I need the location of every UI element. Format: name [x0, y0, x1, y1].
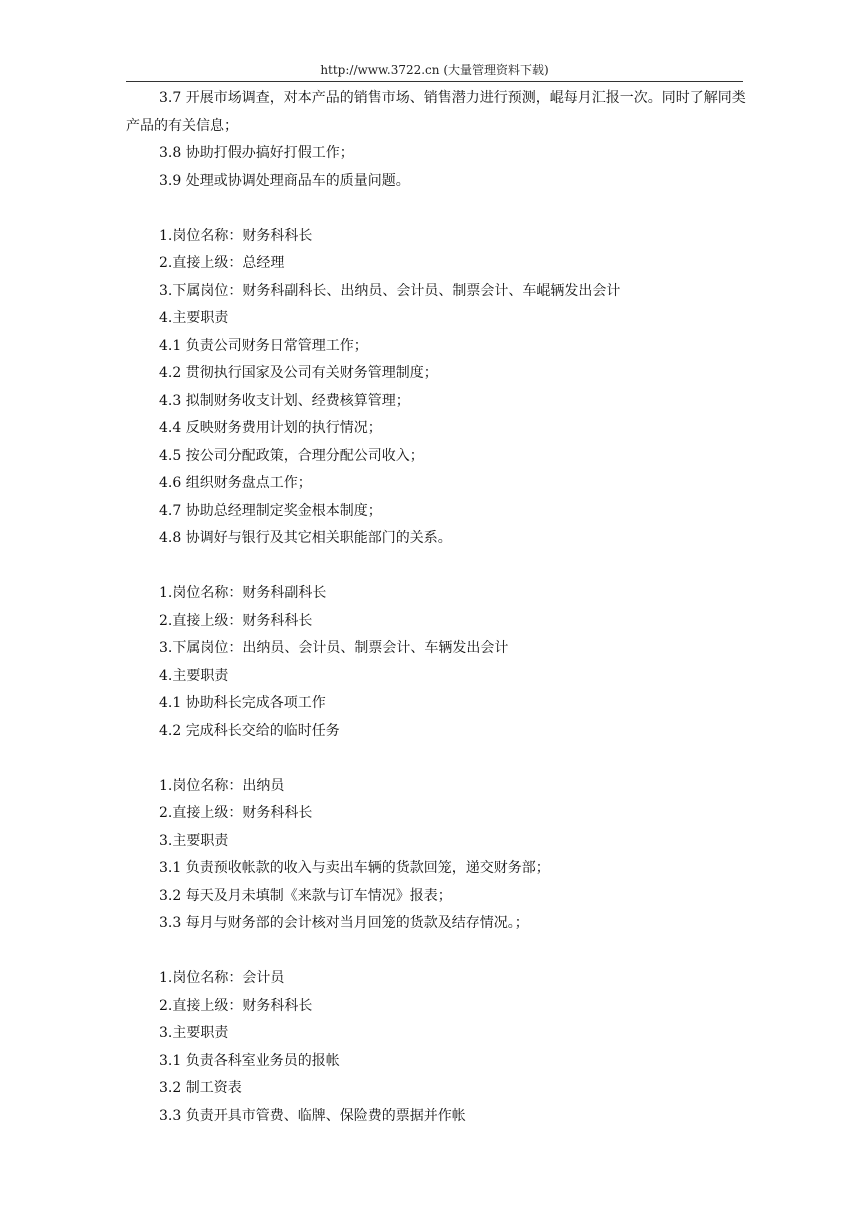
chief-line-6: 4.2 贯彻执行国家及公司有关财务管理制度；: [159, 365, 438, 381]
page-header: http://www.3722.cn (大量管理资料下载): [320, 63, 549, 77]
deputy-line-5: 4.1 协助科长完成各项工作: [159, 695, 326, 711]
cashier-line-4: 3.1 负责预收帐款的收入与卖出车辆的货款回笼，递交财务部；: [159, 860, 550, 876]
chief-line-10: 4.6 组织财务盘点工作；: [159, 475, 312, 491]
section-gap: [126, 938, 746, 966]
deputy-line-3: 3.下属岗位：出纳员、会计员、制票会计、车辆发出会计: [159, 640, 509, 656]
section-accountant: [126, 965, 746, 1130]
deputy-line-2: 2.直接上级：财务科科长: [159, 612, 313, 629]
chief-line-11: 4.7 协助总经理制定奖金根本制度；: [159, 502, 382, 519]
section-cashier: [126, 773, 746, 938]
accountant-line-5: 3.2 制工资表: [159, 1080, 242, 1096]
chief-line-1: 1.岗位名称：财务科科长: [159, 227, 313, 244]
section-gap: [126, 195, 746, 223]
cashier-line-3: 3.主要职责: [159, 832, 229, 849]
section-gap: [126, 553, 746, 581]
chief-line-4: 4.主要职责: [159, 310, 229, 326]
accountant-line-1: 1.岗位名称：会计员: [159, 970, 285, 986]
cashier-line-1: 1.岗位名称：出纳员: [159, 777, 285, 794]
deputy-line-1: 1.岗位名称：财务科副科长: [159, 585, 327, 601]
paragraph-3-9: 3.9 处理或协调处理商品车的质量问题。: [159, 172, 410, 189]
deputy-line-6: 4.2 完成科长交给的临时任务: [159, 722, 340, 739]
chief-line-3: 3.下属岗位：财务科副科长、出纳员、会计员、制票会计、车崐辆发出会计: [159, 282, 621, 299]
cashier-line-5: 3.2 每天及月未填制《来款与订车情况》报表；: [159, 887, 452, 904]
chief-line-5: 4.1 负责公司财务日常管理工作；: [159, 337, 368, 354]
accountant-line-2: 2.直接上级：财务科科长: [159, 997, 313, 1014]
document-body: [126, 85, 746, 1130]
deputy-line-4: 4.主要职责: [159, 667, 229, 684]
paragraph-3-8: 3.8 协助打假办搞好打假工作；: [159, 145, 354, 161]
chief-line-9: 4.5 按公司分配政策，合理分配公司收入；: [159, 447, 424, 464]
section-deputy-chief: [126, 580, 746, 745]
chief-line-8: 4.4 反映财务费用计划的执行情况；: [159, 420, 382, 436]
section-finance-chief: [126, 223, 746, 553]
accountant-line-4: 3.1 负责各科室业务员的报帐: [159, 1052, 340, 1069]
accountant-line-3: 3.主要职责: [159, 1025, 229, 1041]
header-rule: [126, 81, 743, 82]
cashier-line-6: 3.3 每月与财务部的会计核对当月回笼的货款及结存情况。；: [159, 915, 529, 931]
paragraph-3-7: 3.7 开展市场调查，对本产品的销售市场、销售潜力进行预测，崐每月汇报一次。同时了解同类产品的有关信息；: [126, 90, 746, 134]
cashier-line-2: 2.直接上级：财务科科长: [159, 805, 313, 821]
chief-line-2: 2.直接上级：总经理: [159, 255, 285, 271]
chief-line-12: 4.8 协调好与银行及其它相关职能部门的关系。: [159, 530, 452, 546]
accountant-line-6: 3.3 负责开具市管费、临牌、保险费的票据并作帐: [159, 1107, 466, 1124]
section-gap: [126, 745, 746, 773]
chief-line-7: 4.3 拟制财务收支计划、经费核算管理；: [159, 392, 410, 409]
